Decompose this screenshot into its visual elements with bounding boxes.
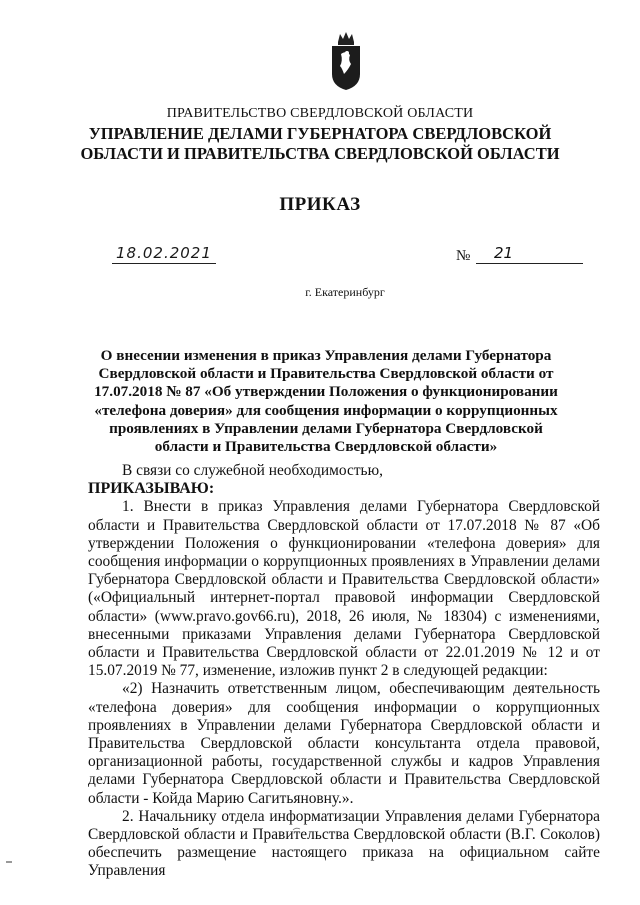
department-name [0,124,640,164]
department-name-line1: УПРАВЛЕНИЕ ДЕЛАМИ ГУБЕРНАТОРА СВЕРДЛОВСКОЙ [88,124,552,143]
paragraph-2: «2) Назначить ответственным лицом, обеспечивающим деятельность «телефона доверия» для сообщения информации о коррупционных проявлениях в Управлении делами Губернатора Свердловской области и Правительства Свердловской области консультанта отдела правовой, организационной работы, государственной службы и кадров Управления делами Губернатора Свердловской области и Правительства Свердловской области - Койда Марию Сагитьяновну.». [88,680,600,807]
sverdlovsk-coat-of-arms-emblem [326,30,366,92]
document-type-title: ПРИКАЗ [279,194,361,215]
paragraph-1: 1. Внести в приказ Управления делами Губернатора Свердловской области и Правительства Свердловской области от 17.07.2018 № 87 «Об утверждении Положения о функционировании «телефона доверия» для сообщения информации о коррупционных проявлениях в Управлении делами Губернатора Свердловской области и Правительства Свердловской области» («Официальный интернет-портал правовой информации Свердловской области» (www.pravo.gov66.ru), 2018, 26 июля, № 18304) с изменениями, внесенными приказами Управления делами Губернатора Свердловской области и Правительства Свердловской области от 22.01.2019 № 12 и от 15.07.2019 № 77, изменение, изложив пункт 2 в следующей редакции: [88,498,600,680]
intro-paragraph: В связи со служебной необходимостью, [122,462,383,479]
paragraph-3: 2. Начальнику отдела информатизации Управления делами Губернатора Свердловской области и Правительства Свердловской области (В.Г. Соколов) обеспечить размещение настоящего приказа на официальном сайте Управления [88,807,600,880]
scan-mark-decoration [292,826,302,832]
government-name: ПРАВИТЕЛЬСТВО СВЕРДЛОВСКОЙ ОБЛАСТИ [166,106,474,121]
order-number-label: № [456,248,471,264]
crown-icon [338,32,354,42]
order-subject: О внесении изменения в приказ Управления делами Губернатора Свердловской области и Правительства Свердловской области от 17.07.2018 № 87 «Об утверждении Положения о функционировании «телефона доверия» для сообщения информации о коррупционных проявлениях в Управлении делами Губернатора Свердловской области и Правительства Свердловской области» [94,347,558,456]
order-body [88,462,600,881]
order-date: 18.02.2021 [112,244,216,264]
margin-tick-decoration [6,861,12,863]
city: г. Екатеринбург [305,285,385,299]
order-number: 21 [476,244,583,264]
department-name-line2: ОБЛАСТИ И ПРАВИТЕЛЬСТВА СВЕРДЛОВСКОЙ ОБЛАСТИ [80,144,560,163]
order-word: ПРИКАЗЫВАЮ: [88,480,215,498]
